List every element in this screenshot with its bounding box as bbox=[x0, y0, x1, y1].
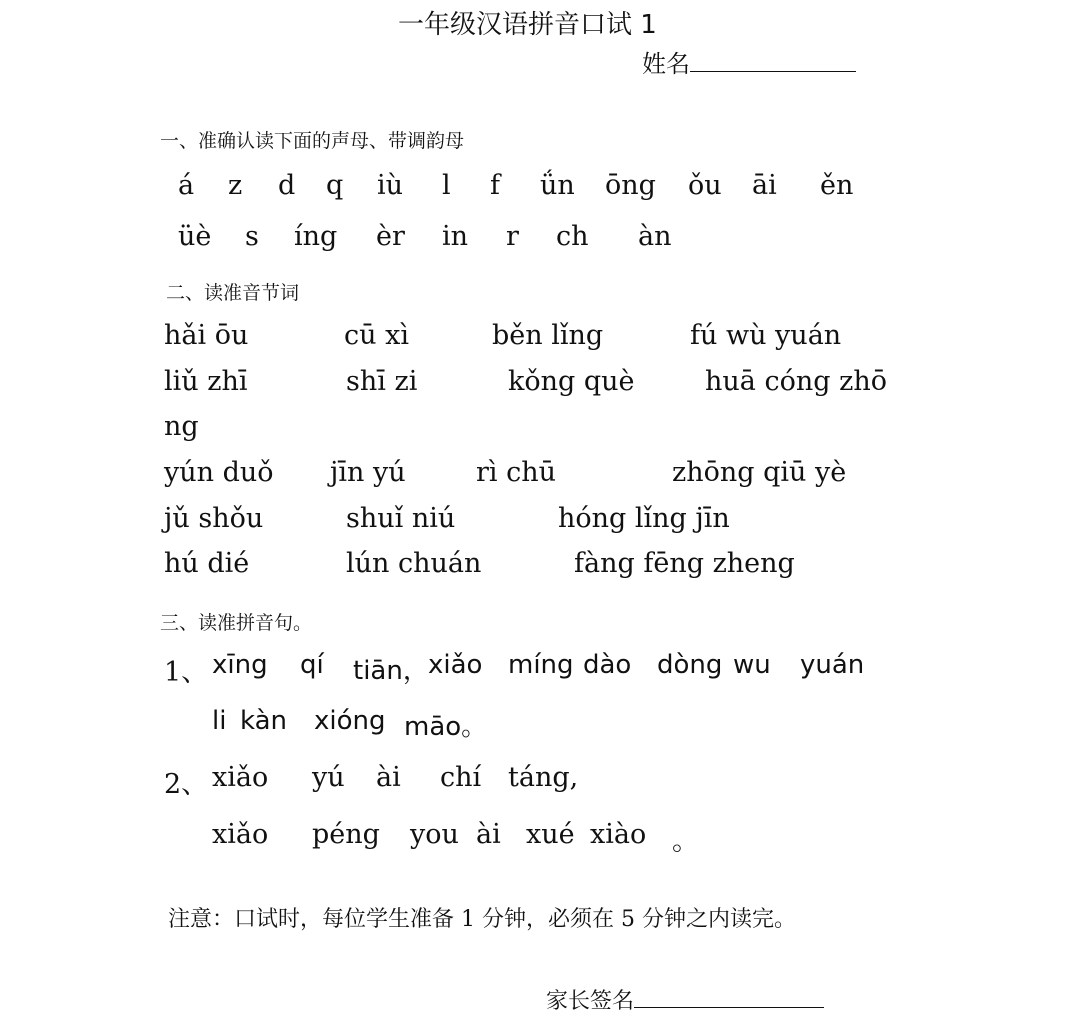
syllable: q bbox=[326, 170, 344, 201]
syllable: ch bbox=[556, 221, 589, 252]
word: yún duǒ bbox=[164, 457, 274, 488]
exam-note: 注意：口试时，每位学生准备 1 分钟，必须在 5 分钟之内读完。 bbox=[168, 907, 796, 932]
syllable: tiān， bbox=[353, 656, 429, 686]
sentence-2-line-2 bbox=[0, 819, 1080, 855]
word-row-4 bbox=[0, 457, 1080, 493]
word: shuǐ niú bbox=[346, 503, 456, 534]
syllable: māo。 bbox=[404, 712, 488, 742]
sentence-2-line-1 bbox=[0, 762, 1080, 798]
syllable: dòng bbox=[657, 650, 723, 680]
syllable: r bbox=[506, 221, 519, 252]
syllable: xué bbox=[526, 819, 575, 850]
syllable: āi bbox=[752, 170, 777, 201]
syllable: ǒu bbox=[688, 170, 722, 201]
word-row-3 bbox=[0, 411, 1080, 447]
syllable: xiǎo bbox=[428, 650, 483, 680]
syllable: míng bbox=[508, 650, 574, 680]
syllable: xióng bbox=[314, 706, 386, 736]
word-row-1 bbox=[0, 320, 1080, 356]
syllable: qí bbox=[300, 650, 324, 680]
word: hú dié bbox=[164, 548, 250, 579]
syllable: li bbox=[212, 706, 227, 736]
syllable: àn bbox=[638, 221, 672, 252]
syllable: yuán bbox=[800, 650, 865, 680]
syllable: iù bbox=[377, 170, 404, 201]
syllable: íng bbox=[294, 221, 338, 252]
word: cū xì bbox=[344, 320, 409, 351]
syllable: in bbox=[442, 221, 469, 252]
syllable: d bbox=[278, 170, 296, 201]
word: jīn yú bbox=[330, 457, 406, 488]
word: huā cóng zhō bbox=[705, 366, 887, 397]
syllable: ěn bbox=[820, 170, 854, 201]
syllable: chí bbox=[440, 762, 482, 793]
syllable: kàn bbox=[240, 706, 288, 736]
word-row-5 bbox=[0, 503, 1080, 539]
syllable: táng, bbox=[508, 762, 579, 793]
syllable: ǘn bbox=[540, 170, 575, 201]
syllable: xiǎo bbox=[212, 762, 269, 793]
name-label: 姓名 bbox=[642, 50, 690, 78]
syllable: ài bbox=[376, 762, 401, 793]
syllable: you bbox=[410, 819, 459, 850]
syllable: wu bbox=[733, 650, 771, 680]
syllable: f bbox=[490, 170, 500, 201]
word-row-2 bbox=[0, 366, 1080, 402]
name-blank-line[interactable] bbox=[690, 51, 856, 72]
word: zhōng qiū yè bbox=[672, 457, 847, 488]
parent-signature-field[interactable] bbox=[546, 984, 824, 1015]
word: rì chū bbox=[476, 457, 557, 488]
word: hóng lǐng jīn bbox=[558, 503, 730, 534]
sentence-number: 1、 bbox=[164, 657, 209, 688]
word: liǔ zhī bbox=[164, 366, 248, 397]
signature-blank-line[interactable] bbox=[634, 987, 824, 1008]
student-name-field[interactable] bbox=[642, 44, 856, 79]
syllable: 。 bbox=[672, 826, 699, 857]
word: kǒng què bbox=[508, 366, 635, 397]
section1-heading: 一、准确认读下面的声母、带调韵母 bbox=[160, 130, 465, 152]
word: běn lǐng bbox=[492, 320, 604, 351]
syllable: xiǎo bbox=[212, 819, 269, 850]
syllable: á bbox=[178, 170, 195, 201]
word: hǎi ōu bbox=[164, 320, 249, 351]
syllable: l bbox=[442, 170, 451, 201]
syllable: péng bbox=[312, 819, 380, 850]
parent-signature-label: 家长签名 bbox=[546, 989, 635, 1014]
word: ng bbox=[164, 411, 199, 442]
syllable: èr bbox=[376, 221, 405, 252]
syllable: z bbox=[228, 170, 243, 201]
syllable: ài bbox=[476, 819, 501, 850]
syllable: ōng bbox=[605, 170, 656, 201]
section3-heading: 三、读准拼音句。 bbox=[160, 612, 313, 634]
sentence-1-line-2 bbox=[0, 706, 1080, 742]
syllable: üè bbox=[178, 221, 212, 252]
sentence-1-line-1 bbox=[0, 650, 1080, 686]
syllable: xīng bbox=[212, 650, 268, 680]
word-row-6 bbox=[0, 548, 1080, 584]
word: fú wù yuán bbox=[690, 320, 842, 351]
syllable: xiào bbox=[590, 819, 647, 850]
page-title: 一年级汉语拼音口试 1 bbox=[398, 10, 657, 40]
section1-row1 bbox=[0, 170, 1080, 206]
word: fàng fēng zheng bbox=[574, 548, 795, 579]
sentence-number: 2、 bbox=[164, 769, 209, 800]
section2-heading: 二、读准音节词 bbox=[166, 282, 300, 304]
word: jǔ shǒu bbox=[164, 503, 264, 534]
syllable: dào bbox=[583, 650, 632, 680]
syllable: yú bbox=[312, 762, 345, 793]
syllable: s bbox=[245, 221, 259, 252]
word: shī zi bbox=[346, 366, 418, 397]
section1-row2 bbox=[0, 221, 1080, 257]
word: lún chuán bbox=[346, 548, 482, 579]
